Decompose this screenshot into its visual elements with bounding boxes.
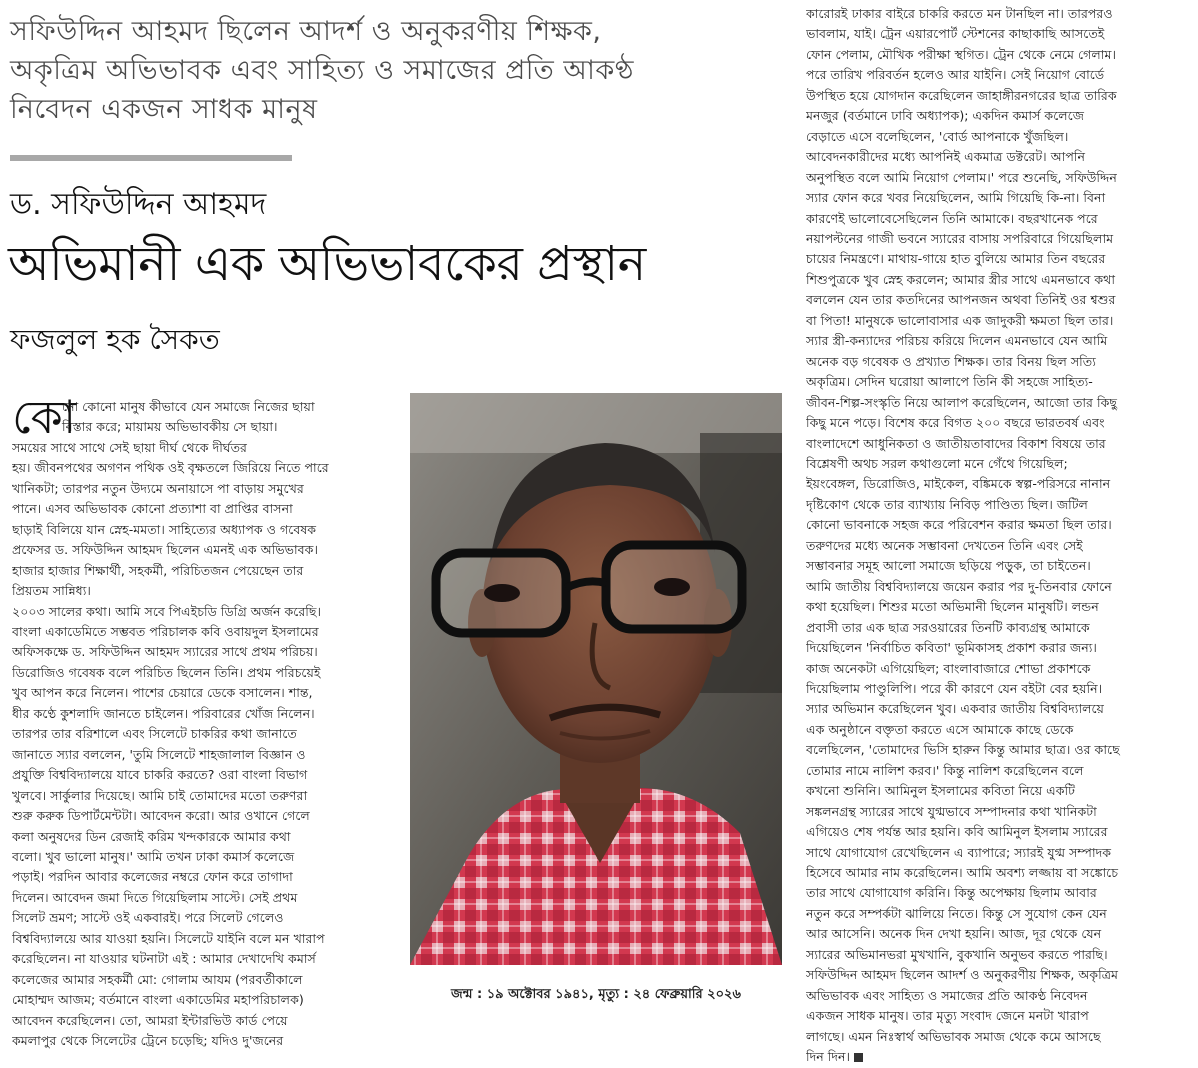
body-text-line: পড়াই। পরদিন আবার কলেজের নম্বরে ফোন করে তাগাদা: [12, 869, 293, 885]
body-text-line: দিয়েছিলাম পাণ্ডুলিপি। পরে কী কারণে যেন বইটা বের হয়নি।: [806, 680, 1103, 696]
body-text-line: নতুন করে সম্পর্কটা ঝালিয়ে নিতে। কিন্তু সে সুযোগ কেন যেন: [806, 905, 1107, 921]
body-text-line: পরে তারিখ পরিবর্তন হলেও আর যাইনি। সেই নিয়োগ বোর্ডে: [806, 67, 1105, 83]
deck-divider: [10, 155, 292, 161]
body-text-line: সিলেট ভ্রমণ; সাস্টে ওই একবারই। পরে সিলেট গেলেও: [12, 910, 284, 926]
body-text-line: প্রবাসী তার এক ছাত্র সরওয়ারের তিনটি কাব্যগ্রন্থ আমাকে: [806, 619, 1090, 635]
body-text-line: লাগছে। এমন নিঃস্বার্থ অভিভাবক সমাজ থেকে কমে আসছে: [806, 1028, 1101, 1044]
body-text-line: স্যারের অভিমানভরা মুখখানি, বুকখানি অনুভব করতে পারছি।: [806, 946, 1108, 962]
body-text-line: সময়ের সাথে সাথে সেই ছায়া দীর্ঘ থেকে দীর্ঘতর: [12, 439, 247, 455]
subject-name: ড. সফিউদ্দিন আহমদ: [10, 187, 267, 222]
body-text-line: সঙ্কলনগ্রন্থ স্যারের সাথে যুগ্মভাবে সম্পাদনার কথা খানিকটা: [806, 803, 1097, 819]
body-text-line: কখনো শুনিনি। আমিনুল ইসলামের কবিতা নিয়ে একটি: [806, 783, 1075, 799]
body-text-line: স্যার অভিমান করেছিলেন খুব। একবার জাতীয় বিশ্ববিদ্যালয়ে: [806, 701, 1104, 717]
body-text-line: কারোরই ঢাকার বাইরে চাকরি করতে মন টানছিল না। তারপরও: [806, 6, 1113, 21]
body-text-line: একজন সাধক মানুষ। তার মৃত্যু সংবাদ জেনে মনটা খারাপ: [806, 1008, 1089, 1024]
body-text-line: ডিরোজিও গবেষক বলে পরিচিত ছিলেন তিনি। প্রথম পরিচয়েই: [12, 664, 321, 680]
body-text-line: জানাতে স্যার বললেন, 'তুমি সিলেটে শাহজালাল বিজ্ঞান ও: [12, 746, 306, 762]
portrait-illustration: [410, 393, 782, 965]
body-text-line: কিছু মনে পড়ে। বিশেষ করে বিগত ২০০ বছরে ভারতবর্ষ এবং: [806, 415, 1105, 431]
body-text-line: হয়। জীবনপথের অগণন পথিক ওই বৃক্ষতলে জিরিয়ে নিতে পারে: [12, 460, 329, 476]
body-text-line: অফিসকক্ষে ড. সফিউদ্দিন আহমদ স্যারের সাথে প্রথম পরিচয়।: [12, 644, 318, 660]
body-text-line: কারণেই ভালোবেসেছিলেন তিনি আমাকে। বছরখানেক পরে: [806, 210, 1098, 226]
body-text-line: জীবন-শিল্প-সংস্কৃতি নিয়ে আলাপ করেছিলেন, আজো তার কিছু: [806, 394, 1118, 410]
body-text-line: হিসেবে আমার নাম করেছিলেন। আমি অবশ্য লজ্জায় বা সঙ্কোচে: [806, 865, 1119, 881]
drop-cap: কো: [12, 390, 77, 444]
deck-line: নিবেদন একজন সাধক মানুষ: [10, 94, 318, 125]
body-text-line: ফোন পেলাম, মৌখিক পরীক্ষা স্থগিত। ট্রেন থেকে নেমে গেলাম।: [806, 46, 1116, 62]
article-headline: অভিমানী এক অভিভাবকের প্রস্থান: [8, 236, 646, 292]
left-body-column: [12, 390, 404, 1052]
body-text-line: বাংলাদেশে আধুনিকতা ও জাতীয়তাবাদের বিকাশ বিষয়ে তার: [806, 435, 1106, 451]
body-text-line: আমি জাতীয় বিশ্ববিদ্যালয়ে জয়েন করার পর দু-তিনবার ফোনে: [806, 578, 1112, 594]
body-text-line: খুলবে। সার্কুলার দিয়েছে। আমি চাই তোমাদের মতো তরুণরা: [12, 787, 308, 803]
portrait-photo: [410, 393, 782, 965]
body-text-line: তরুণদের মধ্যে অনেক সম্ভাবনা দেখতেন তিনি এবং সেই: [806, 537, 1083, 553]
end-of-article-mark: [854, 1053, 863, 1062]
body-text-line: খুব আপন করে নিলেন। পাশের চেয়ারে ডেকে বসালেন। শান্ত,: [12, 685, 313, 701]
body-text-line: বিস্তার করে; মায়াময় অভিভাবকীয় সে ছায়া।: [62, 419, 278, 435]
body-text-line: প্রিয়তম সান্নিধ্য।: [12, 583, 91, 599]
body-text-line: ইয়ংবেঙ্গল, ডিরোজিও, মাইকেল, বঙ্কিমকে স্বল্প-পরিসরে নানান: [806, 476, 1111, 492]
body-text-line: কলা অনুষদের ডিন রেজাই করিম খন্দকারকে আমার কথা: [12, 828, 291, 844]
body-text-line: কমলাপুর থেকে সিলেটের ট্রেনে চড়েছি; যদিও দু'জনের: [12, 1033, 284, 1049]
body-text-line: হাজার হাজার শিক্ষার্থী, সহকর্মী, পরিচিতজন পেয়েছেন তার: [12, 562, 304, 578]
right-body-column: [806, 4, 1192, 1068]
body-text-line: ভাবলাম, যাই। ট্রেন এয়ারপোর্ট স্টেশনের কাছাকাছি আসতেই: [806, 26, 1105, 42]
body-text-line: শুরু করুক ডিপার্টমেন্টটা। আবেদন করো। আর ওখানে গেলে: [12, 808, 310, 824]
body-text-line: অনেক বড় গবেষক ও প্রখ্যাত শিক্ষক। তার বিনয় ছিল সত্যি: [806, 353, 1096, 369]
body-text-line: দিয়েছিলেন 'নির্বাচিত কবিতা' ভূমিকাসহ প্রকাশ করার জন্য।: [806, 640, 1097, 656]
body-text-line: বলো। খুব ভালো মানুষ।' আমি তখন ঢাকা কমার্স কলেজে: [12, 848, 295, 864]
body-text-line: অভিভাবক এবং সাহিত্য ও সমাজের প্রতি আকণ্ঠ নিবেদন: [806, 987, 1088, 1003]
body-text-line: তারপর তার বরিশালে এবং সিলেটে চাকরির কথা জানাতে: [12, 726, 297, 742]
body-text-line: শিশুপুত্রকে খুব স্নেহ করলেন; আমার স্ত্রীর সাথে এমনভাবে কথা: [806, 271, 1115, 287]
body-text-line: চায়ের নিমন্ত্রণে। মাথায়-গায়ে হাত বুলিয়ে আমার তিন বছরের: [806, 251, 1106, 267]
body-text-line: উপস্থিত হয়ে যোগদান করেছিলেন জাহাঙ্গীরনগরের ছাত্র তারিক: [806, 87, 1117, 103]
photo-caption: জন্ম : ১৯ অক্টোবর ১৯৪১, মৃত্যু : ২৪ ফেব্রুয়ারি ২০২৬: [451, 987, 741, 1002]
body-text-line: কথা হয়েছিল। শিশুর মতো অভিমানী ছিলেন মানুষটি। লন্ডন: [806, 599, 1099, 615]
deck-line: সফিউদ্দিন আহমদ ছিলেন আদর্শ ও অনুকরণীয় শিক্ষক,: [10, 16, 602, 47]
body-text-line: প্রফেসর ড. সফিউদ্দিন আহমদ ছিলেন এমনই এক অভিভাবক।: [12, 542, 318, 558]
body-text-line: অকৃত্রিম। সেদিন ঘরোয়া আলাপে তিনি কী সহজে সাহিত্য-: [806, 374, 1093, 390]
body-text-line: নো কোনো মানুষ কীভাবে যেন সমাজে নিজের ছায়া: [62, 399, 315, 414]
body-text-line: বিশ্লেষণী অথচ সরল কথাগুলো মনে গেঁথে গিয়েছিল;: [806, 455, 1068, 471]
body-text-line: সফিউদ্দিন আহমদ ছিলেন আদর্শ ও অনুকরণীয় শিক্ষক, অকৃত্রিম: [806, 967, 1118, 983]
body-text-line: স্যার স্ত্রী-কন্যাদের পরিচয় করিয়ে দিলেন এমনভাবে যেন আমি: [806, 333, 1108, 349]
body-text-line: দৃষ্টিকোণ থেকে তার ব্যাখ্যায় নিবিড় পাণ্ডিত্য ছিল। জটিল: [806, 496, 1088, 512]
body-text-line: আবেদন করেছিলেন। তো, আমরা ইন্টারভিউ কার্ড পেয়ে: [12, 1012, 288, 1028]
body-text-line: মনজুর (বর্তমানে ঢাবি অধ্যাপক); একদিন কমার্স কলেজে: [806, 108, 1084, 124]
body-text-line: নয়াপল্টনের গাজী ভবনে স্যারের বাসায় সপরিবারে গিয়েছিলাম: [806, 230, 1114, 246]
body-text-line: দিলেন। আবেদন জমা দিতে গিয়েছিলাম সাস্টে। সেই প্রথম: [12, 889, 298, 905]
body-text-line: বাংলা একাডেমিতে সম্ভবত পরিচালক কবি ওবায়দুল ইসলামের: [12, 623, 319, 639]
body-text-line: মোহাম্মদ আজম; বর্তমানে বাংলা একাডেমির মহাপরিচালক): [12, 992, 304, 1008]
body-text-line: আবেদনকারীদের মধ্যে আপনিই একমাত্র ডক্টরেট। আপনি: [806, 149, 1086, 165]
body-text-line: বিশ্ববিদ্যালয়ে আর যাওয়া হয়নি। সিলেটে যাইনি বলে মন খারাপ: [12, 930, 325, 946]
body-text-line: বেড়াতে এসে বলেছিলেন, 'বোর্ড আপনাকে খুঁজছিল।: [806, 128, 1069, 144]
body-text-line: বলেছিলেন, 'তোমাদের ভিসি হারুন কিন্তু আমার ছাত্র। ওর কাছে: [806, 742, 1120, 758]
body-text-line: কাজ অনেকটা এগিয়েছিল; বাংলাবাজারে শোভা প্রকাশকে: [806, 660, 1091, 676]
body-text-line: এক অনুষ্ঠানে বক্তৃতা করতে এসে আমাকে কাছে ডেকে: [806, 721, 1074, 737]
body-text-line: এগিয়েও শেষ পর্যন্ত আর হয়নি। কবি আমিনুল ইসলাম স্যারের: [806, 824, 1108, 840]
body-text-line: বা পিতা! মানুষকে ভালোবাসার এক জাদুকরী ক্ষমতা ছিল তার।: [806, 312, 1114, 328]
body-text-line: ধীর কণ্ঠে কুশলাদি জানতে চাইলেন। পরিবারের খোঁজ নিলেন।: [12, 705, 315, 721]
body-text-line: তার সাথে যোগাযোগ করিনি। কিন্তু অপেক্ষায় ছিলাম আবার: [806, 885, 1097, 901]
article-author: ফজলুল হক সৈকত: [10, 323, 220, 356]
body-text-line: সম্ভাবনার সমূহ আলো সমাজে ছড়িয়ে পড়ুক, তা চাইতেন।: [806, 558, 1091, 574]
body-text-line: সাথে যোগাযোগ রেখেছিলেন এ ব্যাপারে; স্যারই যুগ্ম সম্পাদক: [806, 844, 1112, 860]
article-deck: [10, 12, 785, 129]
body-text-line: অনুপস্থিত বলে আমি নিয়োগ পেলাম।' পরে শুনেছি, সফিউদ্দিন: [806, 169, 1117, 185]
body-text-line: তোমার নামে নালিশ করব।' কিন্তু নালিশ করেছিলেন বলে: [806, 762, 1084, 778]
body-text-line: বললেন যেন তার কতদিনের আপনজন অথবা তিনিই ওর শ্বশুর: [806, 292, 1116, 308]
body-text-line: ছাড়াই বিলিয়ে যান স্নেহ-মমতা। সাহিত্যের অধ্যাপক ও গবেষক: [12, 521, 317, 537]
body-text-line: কোনো ভাবনাকে সহজ করে পরিবেশন করার ক্ষমতা ছিল তার।: [806, 517, 1112, 533]
body-text-line: খানিকটা; তারপর নতুন উদ্যমে অনায়াসে পা বাড়ায় সমুখের: [12, 480, 304, 496]
body-text-line: স্যার ফোন করে খবর নিয়েছিলেন, আমি গিয়েছি কি-না। বিনা: [806, 190, 1106, 206]
body-text-line: ২০০৩ সালের কথা। আমি সবে পিএইচডি ডিগ্রি অর্জন করেছি।: [12, 603, 322, 619]
body-text-line: আর আসেনি। অনেক দিন দেখা হয়নি। আজ, দূর থেকে যেন: [806, 926, 1102, 942]
deck-line: অকৃত্রিম অভিভাবক এবং সাহিত্য ও সমাজের প্রতি আকণ্ঠ: [10, 55, 634, 86]
body-text-line: কলেজের আমার সহকর্মী মো: গোলাম আযম (পরবর্তীকালে: [12, 971, 303, 987]
body-text-line: দিন দিন।: [806, 1047, 1192, 1067]
body-text-line: করেছিলেন। না যাওয়ার ঘটনাটা এই : আমার দেখাদেখি কমার্স: [12, 951, 316, 967]
body-text-line: প্রযুক্তি বিশ্ববিদ্যালয়ে যাবে চাকরি করতে? ওরা বাংলা বিভাগ: [12, 767, 308, 783]
body-text-line: পানে। এসব অভিভাবক কোনো প্রত্যাশা বা প্রাপ্তির বাসনা: [12, 501, 293, 517]
